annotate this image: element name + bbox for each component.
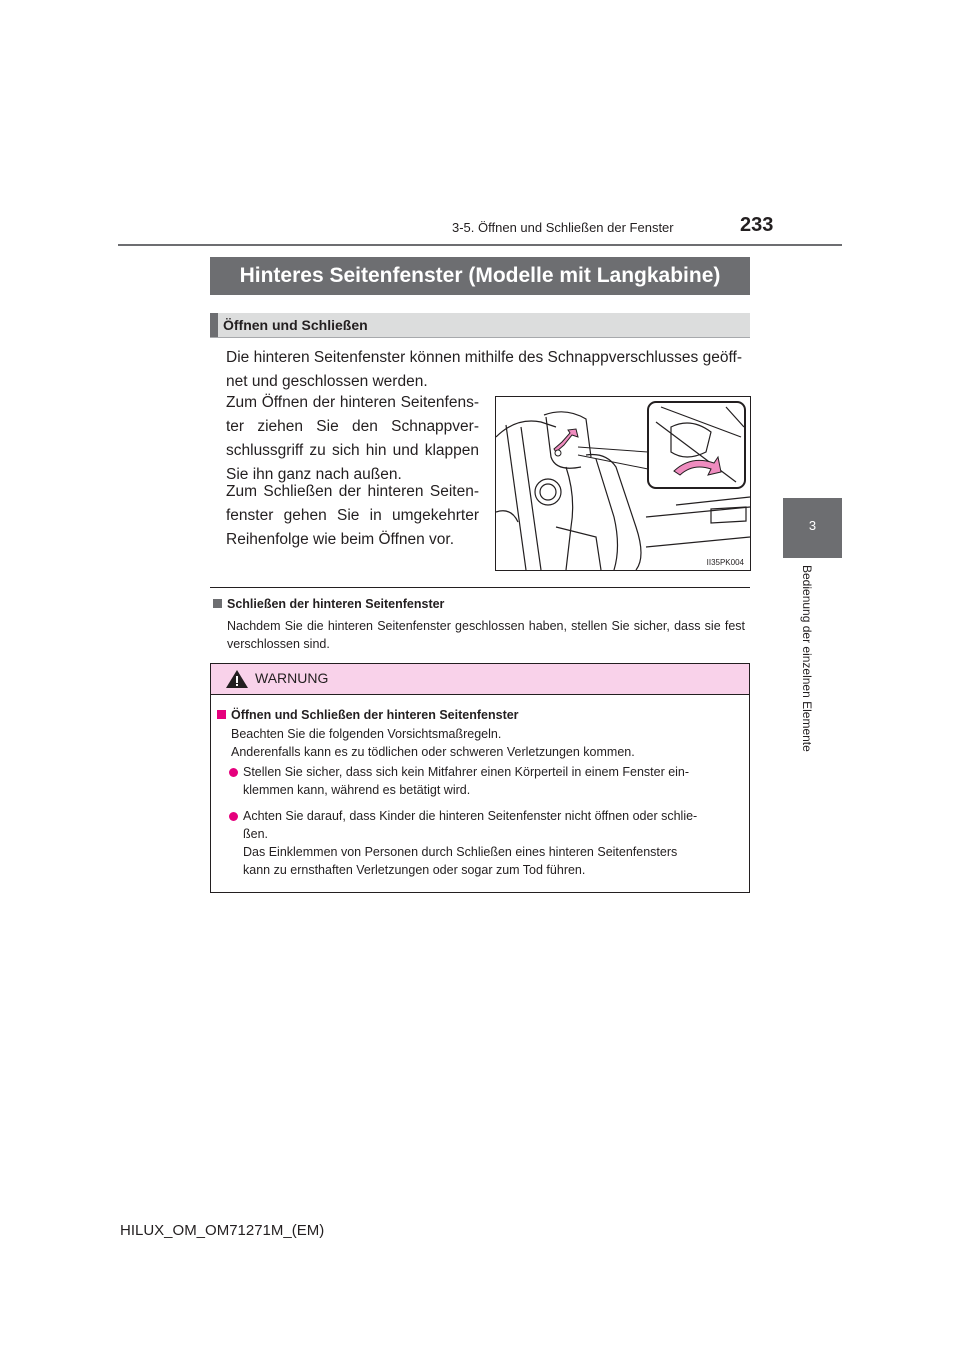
warning-title-text: Öffnen und Schließen der hinteren Seitenfenster: [231, 708, 519, 722]
warning-label: WARNUNG: [255, 670, 329, 686]
subheading-accent: [210, 313, 218, 337]
header-rule: [118, 244, 842, 246]
warning-bullet-line: kann zu ernsthaften Verletzungen oder sogar zum Tod führen.: [243, 863, 586, 877]
step-open: Zum Öffnen der hinteren Seitenfens-ter ziehen Sie den Schnappver-schlussgriff zu sich hin und klappen Sie ihn ganz nach außen.: [226, 394, 479, 483]
chapter-number: 3: [808, 518, 817, 533]
square-bullet-icon: [217, 710, 226, 719]
warning-bullet-line: Stellen Sie sicher, dass sich kein Mitfahrer einen Körperteil in einem Fenster ein-: [243, 765, 690, 779]
warning-line: Anderenfalls kann es zu tödlichen oder schweren Verletzungen kommen.: [231, 745, 635, 759]
figure-code: II35PK004: [706, 558, 744, 567]
warning-bullet-line: ßen.: [243, 827, 269, 841]
warning-bullet-line: klemmen kann, während es betätigt wird.: [243, 783, 471, 797]
warning-triangle-icon: [225, 669, 249, 689]
latch-drawing: [496, 397, 750, 570]
chapter-label: Bedienung der einzelnen Elemente: [800, 565, 814, 752]
square-bullet-icon: [213, 599, 222, 608]
warning-box: [210, 663, 750, 893]
section-title: Hinteres Seitenfenster (Modelle mit Langkabine): [210, 257, 750, 295]
warning-title: [217, 706, 519, 724]
subheading-bar: [210, 313, 750, 338]
section-divider: [210, 587, 750, 588]
header-section-title: 3-5. Öffnen und Schließen der Fenster: [452, 220, 674, 235]
warning-line: Beachten Sie die folgenden Vorsichtsmaßregeln.: [231, 727, 502, 741]
warning-bullet-line: Achten Sie darauf, dass Kinder die hinteren Seitenfenster nicht öffnen oder schlie-: [243, 809, 698, 823]
warning-bullet-line: Das Einklemmen von Personen durch Schließen eines hinteren Seitenfensters: [243, 845, 678, 859]
window-latch-illustration: [495, 396, 751, 571]
note-title-text: Schließen der hinteren Seitenfenster: [227, 597, 445, 611]
bullet-dot-icon: [229, 768, 238, 777]
page-number: 233: [740, 214, 774, 236]
step-close: Zum Schließen der hinteren Seiten-fenster gehen Sie in umgekehrter Reihenfolge wie beim Öffnen vor.: [226, 483, 479, 548]
note-text: Nachdem Sie die hinteren Seitenfenster geschlossen haben, stellen Sie sicher, dass sie fest verschlossen sind.: [227, 619, 745, 651]
bullet-dot-icon: [229, 812, 238, 821]
intro-paragraph: Die hinteren Seitenfenster können mithilfe des Schnappverschlusses geöff-net und geschlossen werden.: [226, 349, 742, 390]
footer-doc-id: HILUX_OM_OM71271M_(EM): [120, 1222, 325, 1239]
note-title: [213, 597, 444, 611]
subheading-text: Öffnen und Schließen: [223, 317, 368, 333]
warning-header: [211, 664, 749, 695]
